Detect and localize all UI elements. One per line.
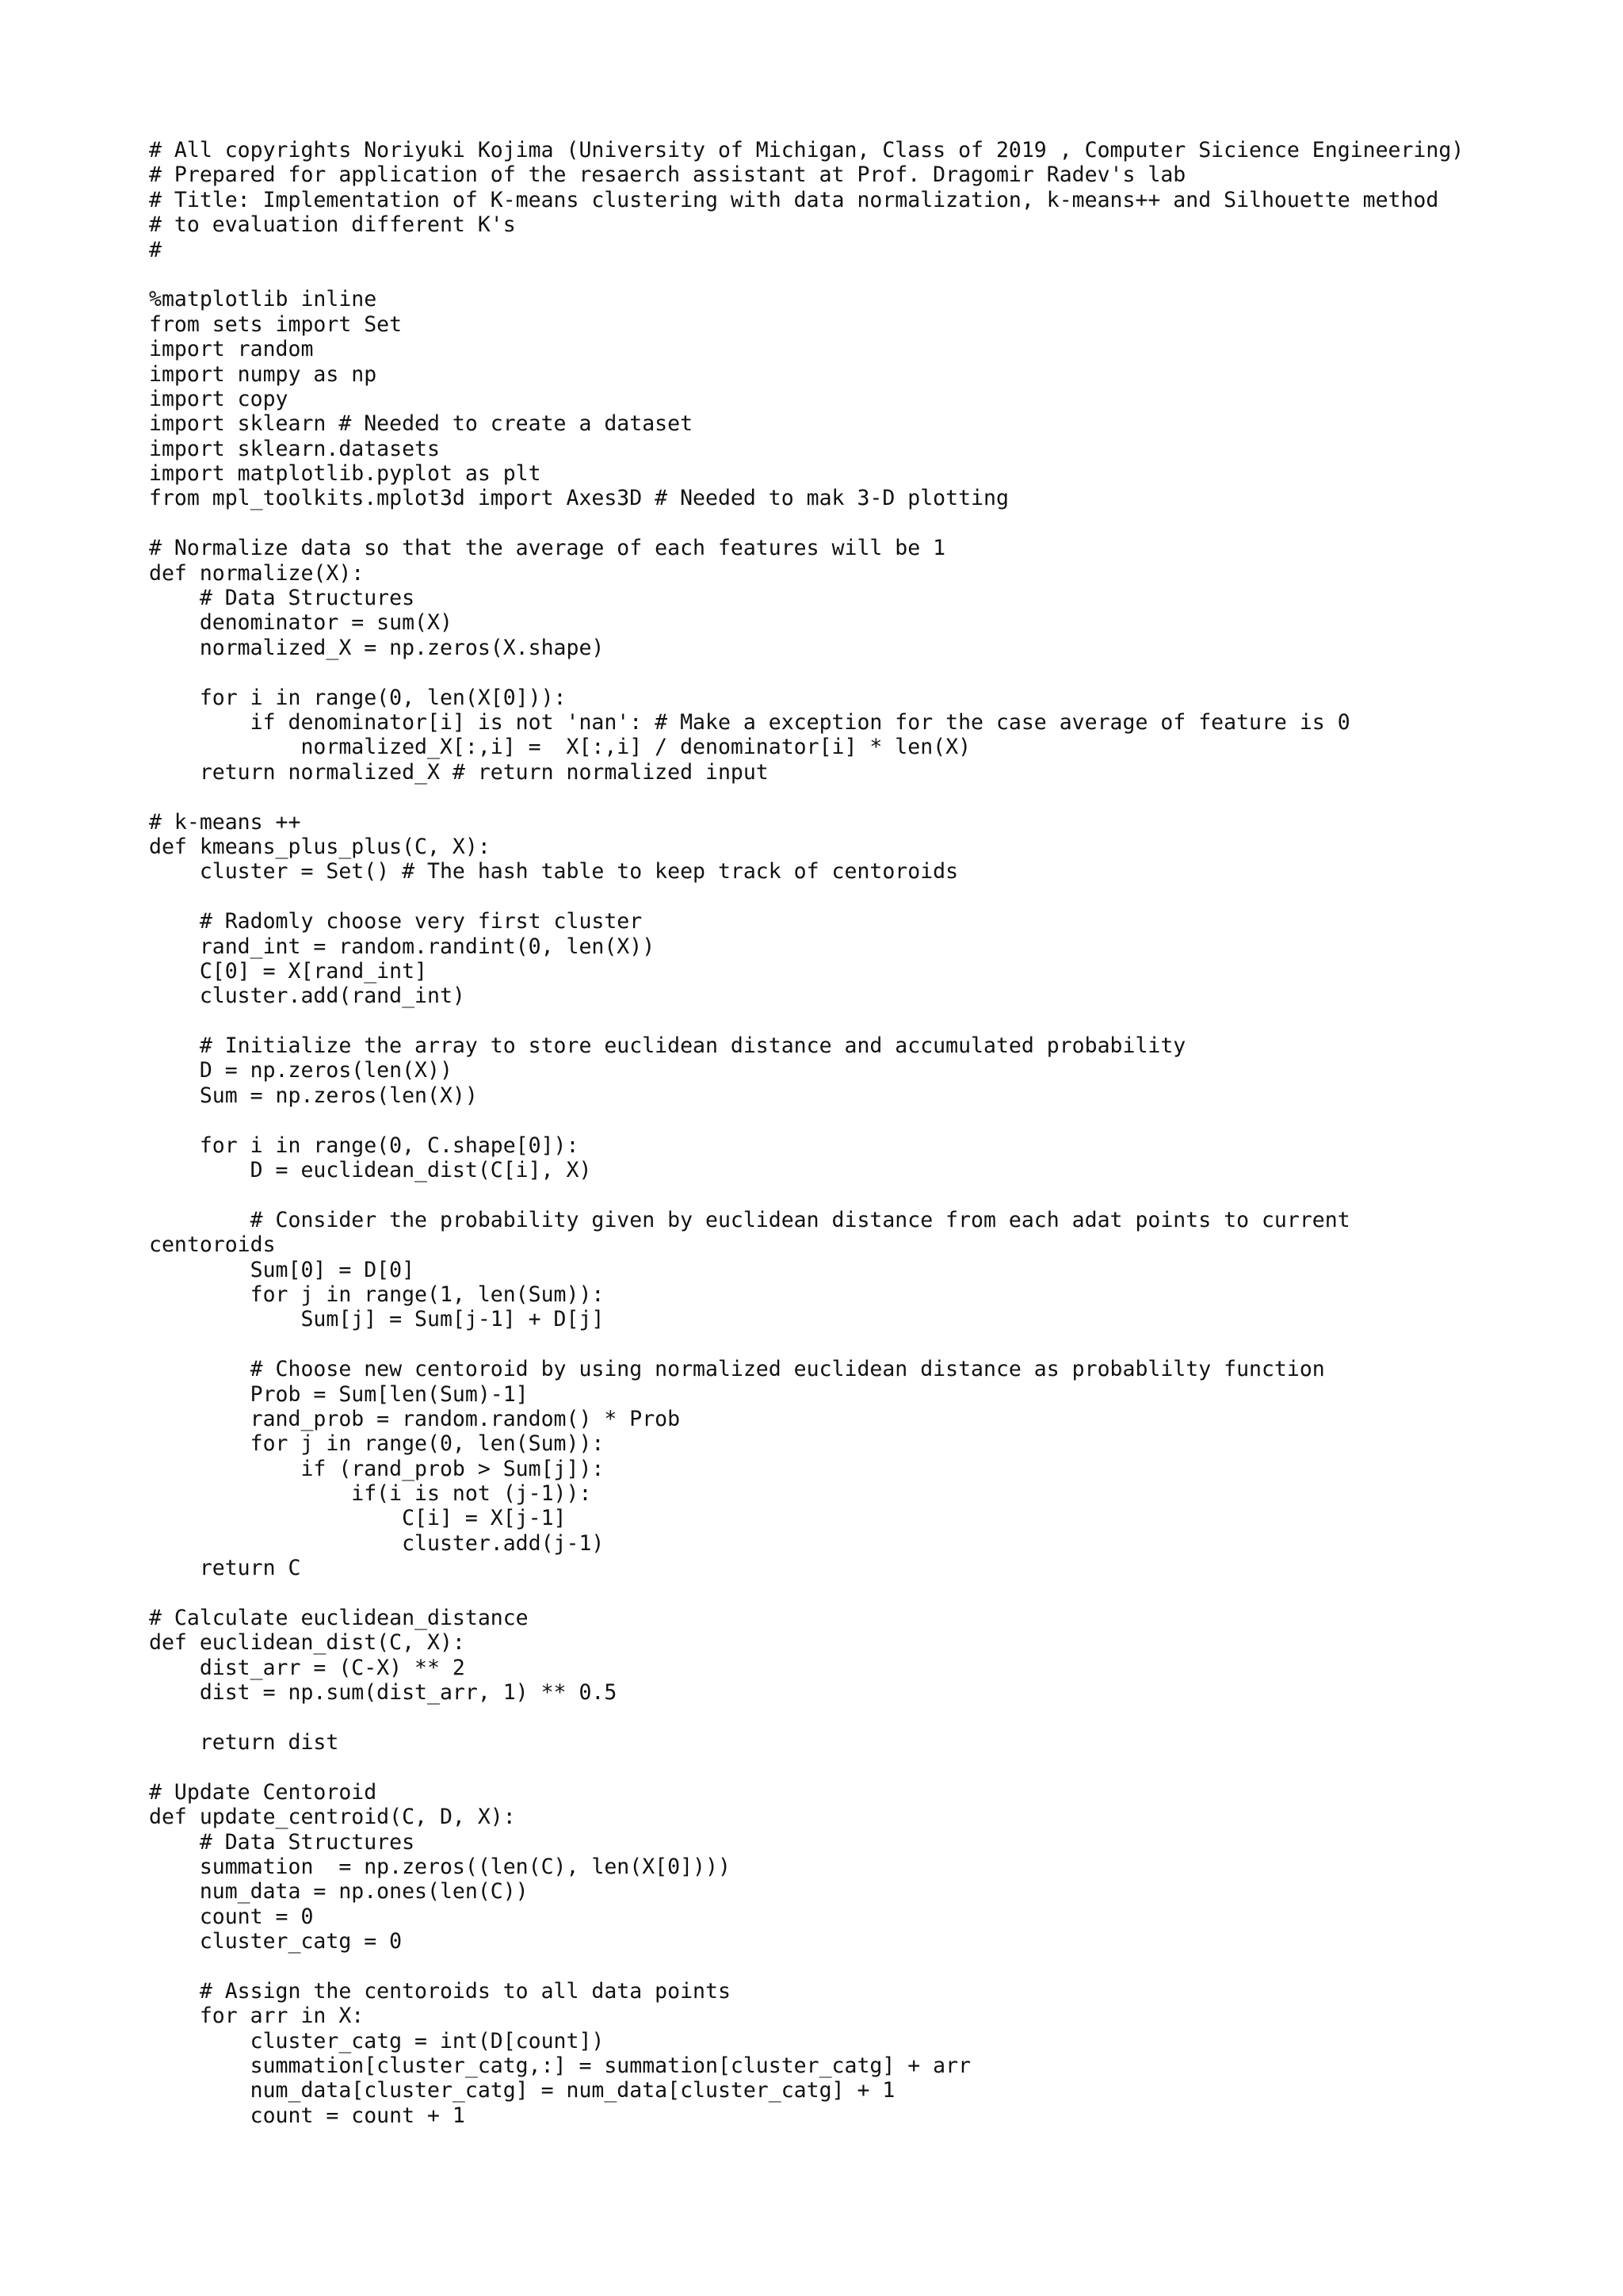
- code-line: import numpy as np: [149, 361, 377, 387]
- code-line: for j in range(0, len(Sum)):: [149, 1431, 605, 1457]
- code-line: denominator = sum(X): [149, 610, 453, 636]
- source-code-listing: [149, 138, 1575, 2128]
- code-line: cluster_catg = 0: [149, 1929, 403, 1954]
- code-line: # Radomly choose very first cluster: [149, 909, 643, 934]
- code-line: cluster_catg = int(D[count]): [149, 2028, 605, 2053]
- code-line: num_data[cluster_catg] = num_data[cluster_catg] + 1: [149, 2078, 896, 2103]
- code-line: # All copyrights Noriyuki Kojima (University of Michigan, Class of 2019 , Computer Sicience Engineering): [149, 138, 1465, 162]
- code-line: num_data = np.ones(len(C)): [149, 1879, 529, 1904]
- code-line: count = 0: [149, 1904, 314, 1929]
- code-line: [149, 1706, 1575, 1730]
- code-line: summation = np.zeros((len(C), len(X[0]))): [149, 1854, 731, 1879]
- code-line: import matplotlib.pyplot as plt: [149, 461, 541, 487]
- code-line: # Assign the centoroids to all data points: [149, 1978, 731, 2004]
- code-line: # Normalize data so that the average of each features will be 1: [149, 536, 946, 561]
- code-line: for j in range(1, len(Sum)):: [149, 1282, 605, 1307]
- code-line: [149, 1182, 1575, 1207]
- code-line: def euclidean_dist(C, X):: [149, 1630, 465, 1656]
- code-line: [149, 785, 1575, 809]
- code-line: # k-means ++: [149, 809, 301, 835]
- code-line: [149, 1755, 1575, 1779]
- code-line: import random: [149, 337, 314, 362]
- code-line: centoroids: [149, 1232, 276, 1258]
- code-line: [149, 1009, 1575, 1033]
- code-line: if (rand_prob > Sum[j]):: [149, 1456, 605, 1481]
- code-line: for i in range(0, len(X[0])):: [149, 685, 567, 710]
- code-line: Prob = Sum[len(Sum)-1]: [149, 1381, 529, 1407]
- code-line: def kmeans_plus_plus(C, X):: [149, 834, 491, 859]
- code-line: # to evaluation different K's: [149, 212, 516, 238]
- code-line: cluster.add(rand_int): [149, 984, 465, 1009]
- code-line: # Choose new centoroid by using normalized euclidean distance as probablilty function: [149, 1357, 1325, 1382]
- code-line: C[0] = X[rand_int]: [149, 958, 427, 984]
- code-line: rand_prob = random.random() * Prob: [149, 1406, 681, 1431]
- code-line: summation[cluster_catg,:] = summation[cluster_catg] + arr: [149, 2053, 972, 2079]
- code-line: def normalize(X):: [149, 560, 365, 586]
- code-line: # Title: Implementation of K-means clustering with data normalization, k-means++ and Silhouette method: [149, 187, 1439, 212]
- code-line: [149, 660, 1575, 685]
- code-line: for arr in X:: [149, 2004, 365, 2029]
- code-line: [149, 884, 1575, 909]
- code-line: import copy: [149, 386, 288, 411]
- code-line: # Update Centoroid: [149, 1779, 377, 1805]
- code-line: # Prepared for application of the resaerch assistant at Prof. Dragomir Radev's lab: [149, 162, 1186, 188]
- code-line: [149, 1581, 1575, 1606]
- code-line: D = np.zeros(len(X)): [149, 1058, 453, 1083]
- code-line: import sklearn.datasets: [149, 436, 440, 461]
- code-line: cluster.add(j-1): [149, 1530, 605, 1556]
- code-line: normalized_X[:,i] = X[:,i] / denominator[i] * len(X): [149, 735, 972, 760]
- code-line: normalized_X = np.zeros(X.shape): [149, 635, 605, 660]
- code-line: if(i is not (j-1)):: [149, 1481, 592, 1507]
- code-line: from sets import Set: [149, 311, 403, 337]
- code-line: [149, 1332, 1575, 1357]
- code-line: [149, 1954, 1575, 1979]
- code-line: # Data Structures: [149, 586, 415, 611]
- code-line: C[i] = X[j-1]: [149, 1506, 567, 1531]
- code-line: cluster = Set() # The hash table to keep track of centoroids: [149, 859, 959, 884]
- code-line: from mpl_toolkits.mplot3d import Axes3D # Needed to mak 3-D plotting: [149, 486, 1009, 511]
- code-line: def update_centroid(C, D, X):: [149, 1805, 516, 1830]
- code-line: dist_arr = (C-X) ** 2: [149, 1655, 465, 1680]
- code-line: import sklearn # Needed to create a dataset: [149, 411, 693, 437]
- code-line: if denominator[i] is not 'nan': # Make a exception for the case average of feature is 0: [149, 709, 1350, 735]
- code-line: Sum[0] = D[0]: [149, 1257, 415, 1282]
- code-line: count = count + 1: [149, 2103, 465, 2128]
- code-line: for i in range(0, C.shape[0]):: [149, 1133, 579, 1158]
- code-line: # Calculate euclidean_distance: [149, 1606, 529, 1631]
- code-line: %matplotlib inline: [149, 287, 377, 312]
- code-line: return dist: [149, 1730, 339, 1755]
- code-line: return normalized_X # return normalized input: [149, 759, 769, 785]
- code-line: return C: [149, 1556, 301, 1581]
- code-line: # Consider the probability given by euclidean distance from each adat points to current: [149, 1207, 1350, 1232]
- code-line: [149, 1108, 1575, 1133]
- code-line: [149, 262, 1575, 287]
- code-line: Sum[j] = Sum[j-1] + D[j]: [149, 1307, 605, 1332]
- code-line: dist = np.sum(dist_arr, 1) ** 0.5: [149, 1680, 617, 1706]
- code-line: [149, 511, 1575, 536]
- code-line: Sum = np.zeros(len(X)): [149, 1083, 478, 1108]
- code-line: # Initialize the array to store euclidean distance and accumulated probability: [149, 1033, 1186, 1059]
- code-line: rand_int = random.randint(0, len(X)): [149, 934, 655, 959]
- code-line: #: [149, 237, 162, 262]
- code-line: D = euclidean_dist(C[i], X): [149, 1158, 592, 1183]
- code-line: # Data Structures: [149, 1829, 415, 1855]
